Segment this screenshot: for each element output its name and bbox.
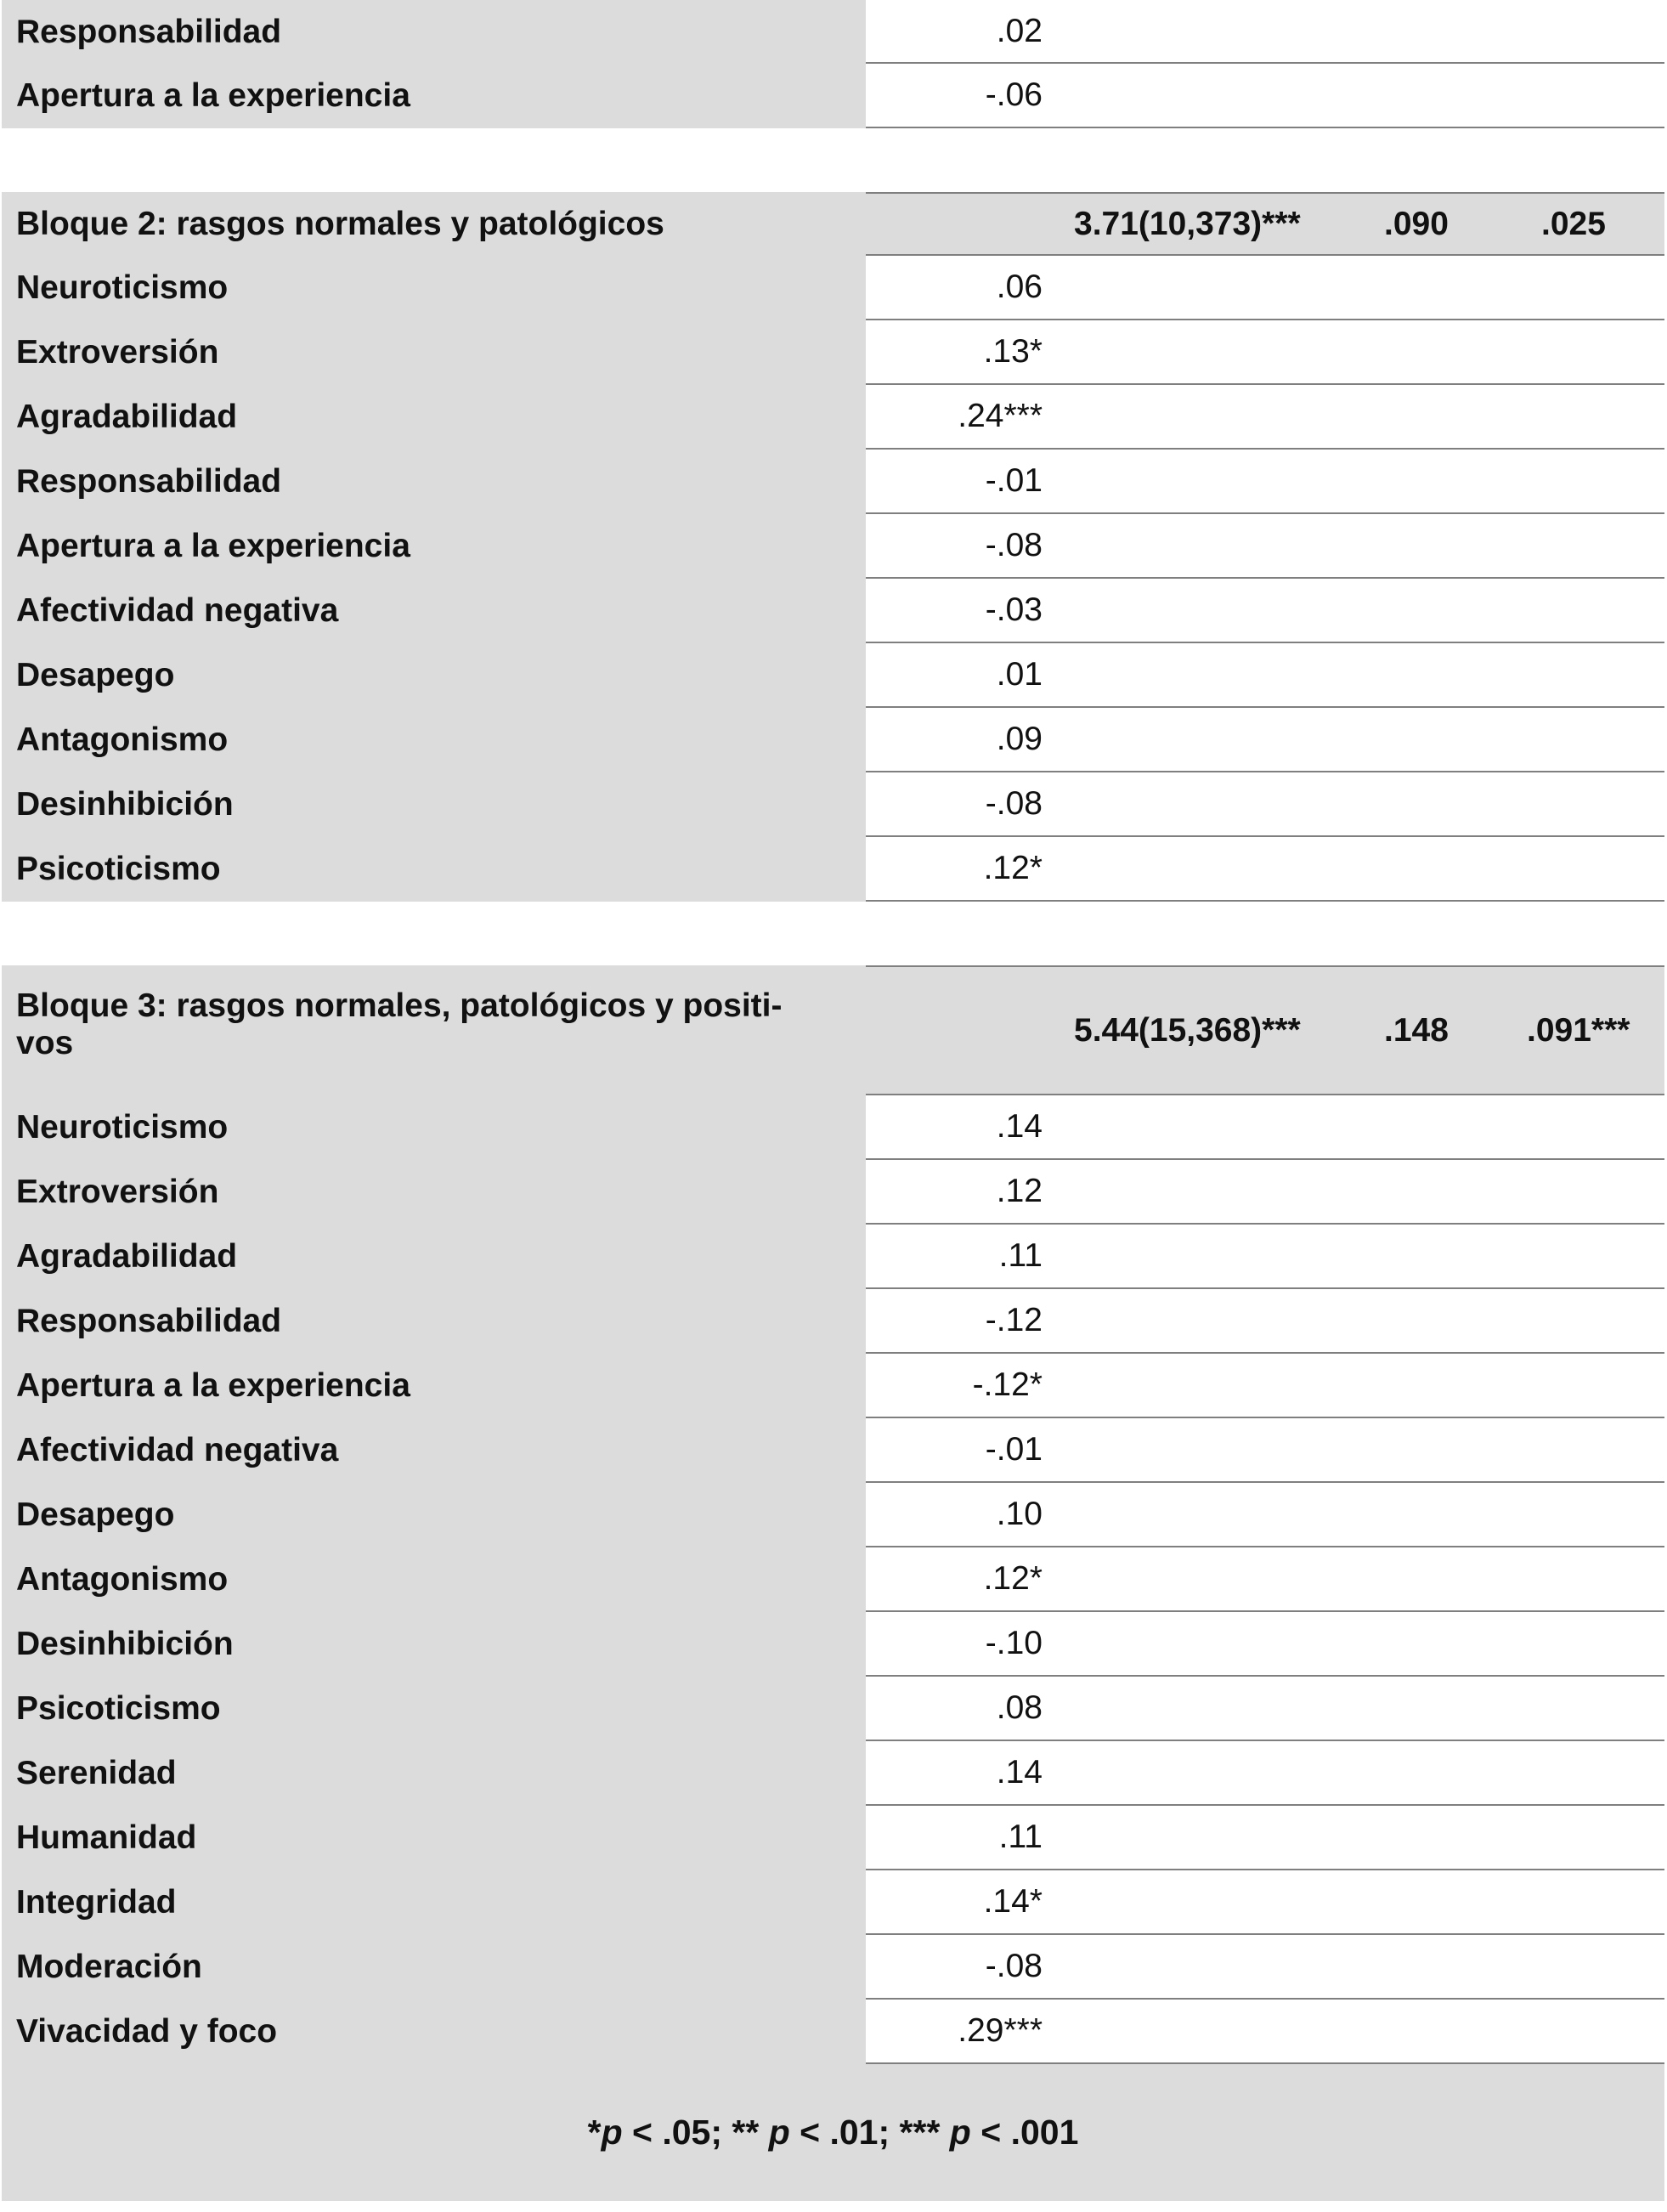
beta-value: -.12* — [972, 1366, 1043, 1403]
beta-value: .11 — [998, 1237, 1043, 1274]
table-row — [2, 1095, 1664, 1160]
row-label: Extroversión — [2, 320, 866, 385]
footnote-p: p — [949, 2113, 971, 2152]
row-label: Afectividad negativa — [2, 579, 866, 643]
delta-r2-value: .091*** — [1527, 1011, 1630, 1049]
row-label: Responsabilidad — [2, 1289, 866, 1354]
row-label: Agradabilidad — [2, 1225, 866, 1289]
r2-value: .148 — [1384, 1011, 1449, 1049]
regression-table — [2, 0, 1664, 2201]
block2-rows — [2, 256, 1664, 902]
block3-title-line2: vos — [16, 1025, 74, 1061]
table-row — [2, 1354, 1664, 1418]
table-row — [2, 643, 1664, 708]
table-row — [2, 514, 1664, 579]
beta-value: -.01 — [985, 462, 1043, 499]
beta-value: -.08 — [985, 785, 1043, 822]
beta-value: .13* — [983, 333, 1043, 370]
table-row — [2, 1612, 1664, 1677]
f-statistic: 5.44(15,368)*** — [1074, 1011, 1301, 1049]
beta-value: -.08 — [985, 527, 1043, 563]
footnote-text: < .001 — [970, 2113, 1079, 2152]
table-row — [2, 1483, 1664, 1547]
footnote-text: * — [587, 2113, 602, 2152]
row-label: Agradabilidad — [2, 385, 866, 450]
row-label: Extroversión — [2, 1160, 866, 1225]
table-row — [2, 64, 1664, 128]
table-row — [2, 0, 1664, 64]
beta-value: .10 — [996, 1496, 1043, 1532]
table-row — [2, 450, 1664, 514]
table-row — [2, 1547, 1664, 1612]
beta-value: .09 — [996, 721, 1043, 757]
beta-value: .11 — [998, 1819, 1043, 1855]
table-row — [2, 1806, 1664, 1870]
table-row — [2, 708, 1664, 772]
beta-value: .01 — [996, 656, 1043, 693]
beta-value: -.12 — [985, 1302, 1043, 1338]
row-label: Desinhibición — [2, 1612, 866, 1677]
row-label: Moderación — [2, 1935, 866, 2000]
row-label: Neuroticismo — [2, 1095, 866, 1160]
table-row — [2, 1289, 1664, 1354]
row-label: Vivacidad y foco — [2, 2000, 866, 2064]
row-label: Desapego — [2, 1483, 866, 1547]
row-label: Antagonismo — [2, 708, 866, 772]
significance-footnote — [2, 2064, 1664, 2201]
row-label: Antagonismo — [2, 1547, 866, 1612]
table-row — [2, 837, 1664, 902]
table-row — [2, 385, 1664, 450]
block-spacer — [2, 902, 1664, 965]
block2-title: Bloque 2: rasgos normales y patológicos — [2, 192, 866, 256]
table-row — [2, 1677, 1664, 1741]
beta-value: -.06 — [985, 76, 1043, 113]
beta-value: .08 — [996, 1689, 1043, 1726]
row-label: Afectividad negativa — [2, 1418, 866, 1483]
table-row — [2, 256, 1664, 320]
row-label: Psicoticismo — [2, 1677, 866, 1741]
beta-value: .12 — [996, 1173, 1043, 1209]
footnote-text: < .01; *** — [789, 2113, 950, 2152]
beta-value: .06 — [996, 269, 1043, 305]
beta-value: .14 — [996, 1108, 1043, 1145]
beta-value: .12* — [983, 850, 1043, 886]
row-label: Desapego — [2, 643, 866, 708]
beta-value: -.08 — [985, 1948, 1043, 1984]
block3-rows — [2, 1095, 1664, 2064]
table-row — [2, 1418, 1664, 1483]
f-statistic: 3.71(10,373)*** — [1074, 205, 1301, 242]
block2-header — [2, 192, 1664, 256]
table-row — [2, 579, 1664, 643]
row-label: Responsabilidad — [2, 0, 866, 64]
row-label: Responsabilidad — [2, 450, 866, 514]
beta-value: .14 — [996, 1754, 1043, 1791]
row-label: Serenidad — [2, 1741, 866, 1806]
table-row — [2, 1935, 1664, 2000]
r2-value: .090 — [1384, 205, 1449, 242]
row-label: Humanidad — [2, 1806, 866, 1870]
beta-value: -.10 — [985, 1625, 1043, 1661]
footnote-text: < .05; ** — [622, 2113, 769, 2152]
table-row — [2, 2000, 1664, 2064]
beta-value: -.03 — [985, 591, 1043, 628]
row-label: Apertura a la experiencia — [2, 1354, 866, 1418]
delta-r2-value: .025 — [1541, 205, 1606, 242]
block3-title-line1: Bloque 3: rasgos normales, patológicos y positi- — [16, 987, 783, 1024]
table-row — [2, 1741, 1664, 1806]
row-label: Psicoticismo — [2, 837, 866, 902]
block3-title — [2, 965, 866, 1095]
row-label: Desinhibición — [2, 772, 866, 837]
beta-value: .24*** — [958, 398, 1043, 434]
row-label: Neuroticismo — [2, 256, 866, 320]
footnote-p: p — [768, 2113, 790, 2152]
beta-value: .02 — [996, 12, 1043, 49]
row-label: Apertura a la experiencia — [2, 514, 866, 579]
beta-value: .29*** — [958, 2012, 1043, 2049]
beta-value: .14* — [983, 1883, 1043, 1920]
table-row — [2, 772, 1664, 837]
footnote-p: p — [601, 2113, 623, 2152]
beta-value: -.01 — [985, 1431, 1043, 1468]
beta-value: .12* — [983, 1560, 1043, 1597]
table-row — [2, 1225, 1664, 1289]
table-row — [2, 1160, 1664, 1225]
block-spacer — [2, 128, 1664, 192]
table-row — [2, 1870, 1664, 1935]
table-row — [2, 320, 1664, 385]
row-label: Apertura a la experiencia — [2, 64, 866, 128]
row-label: Integridad — [2, 1870, 866, 1935]
block3-header — [2, 965, 1664, 1095]
